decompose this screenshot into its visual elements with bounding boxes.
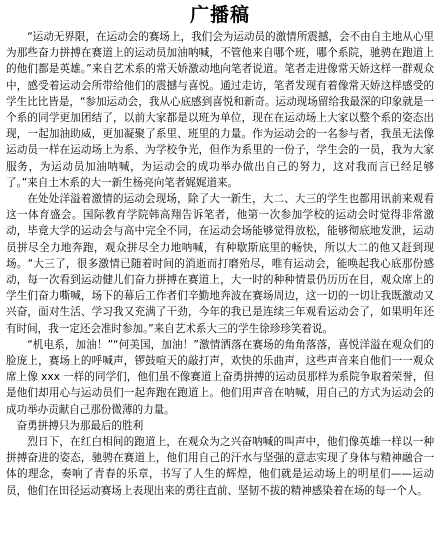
paragraph-1: “运动无界限，在运动会的赛场上，我们会为运动员的激情所震撼，会不由自主地从心里为那些奋力拼搏在赛道上的运动员加油呐喊，不管他来自哪个班，哪个系院，驰骋在跑道上的他们都是英雄。”来自艺术系的常天娇激动地向笔者说道。笔者走进像常天娇这样一群观众中，感受着运动会所带给他们的震撼与喜悦。通过走访，笔者发现有着像常天娇这样感受的学生比比皆是，“参加运动会，我从心底感到喜悦和新奇。运动现场留给我最深的印象就是一个系的同学更加团结了，以前大家都是以班为单位，现在在运动场上大家以整个系的姿态出现，一起加油助威，更加凝聚了系里、班里的力量。作为运动会的一名参与者，我虽无法像运动员一样在运动场上为系、为学校争光，但作为系里的一份子，学生会的一员，我为大家服务，为运动员加油呐喊，为运动会的成功举办做出自己的努力，这对我而言已经足够了。”来自土木系的大一新生杨亮向笔者娓娓道来。: [6, 31, 434, 189]
document-title: 广播稿: [189, 4, 250, 26]
paragraph-2: 在处处洋溢着激情的运动会现场，除了大一新生，大二、大三的学生也都用讯前来观看这一体育盛会。国际教育学院韩高翔告诉笔者，他第一次参加学校的运动会时觉得非常激动，毕竟大学的运动会与高中完全不同，在运动会场能够觉得放松，能够彻底地发泄，运动员拼尽全力地奔跑，观众拼尽全力地呐喊，有种歇斯底里的畅快，所以大二的他又赶到现场。“大三了，很多激情已随着时间的消逝而打磨殆尽，唯有运动会，能唤起我心底那份感动，每一次看到运动健儿们奋力拼搏在赛道上，大一时的种种情景仍历历在目，观众席上的学生们奋力嘶喊，场下的幕后工作者们辛勤地奔波在赛场周边，这一切的一切让我既激动又兴奋，面对生活、学习我又充满了干劲，今年的我已是连续三年观看运动会了，如果明年还有时间，我一定还会准时参加。”来自艺术系大三的学生徐珍珍笑着说。: [6, 193, 434, 335]
section-heading: 奋勇拼搏只为那最后的胜利: [16, 419, 144, 432]
paragraph-4: 烈日下，在红白相间的跑道上，在观众为之兴奋呐喊的叫声中，他们像英雄一样以一种拼搏奋进的姿态，驰骋在赛道上，他们用自己的汗水与坚强的意志实现了身体与精神融合一体的理念，奏响了青春的乐章，书写了人生的辉煌，他们就是运动场上的明星们——运动员，他们在田径运动赛场上表现出来的勇往直前、坚韧不拔的精神感染着在场的每一个人。: [6, 436, 434, 497]
paragraph-3: “机电系，加油！”“何美国，加油！”激情洒落在赛场的角角落落，喜悦洋溢在观众们的脸庞上，赛场上的呼喊声，锣鼓喧天的敲打声，欢快的乐曲声，这些声音来自他们一一观众席上像 xxx 一样的同学们，他们虽不像赛道上奋勇拼搏的运动员那样为系院争取着荣誉，但是他们却用心与运动员们一起奔跑在跑道上。他们用声音在呐喊，用自己的方式为运动会的成功举办贡献自己那份微薄的力量。: [6, 338, 434, 416]
